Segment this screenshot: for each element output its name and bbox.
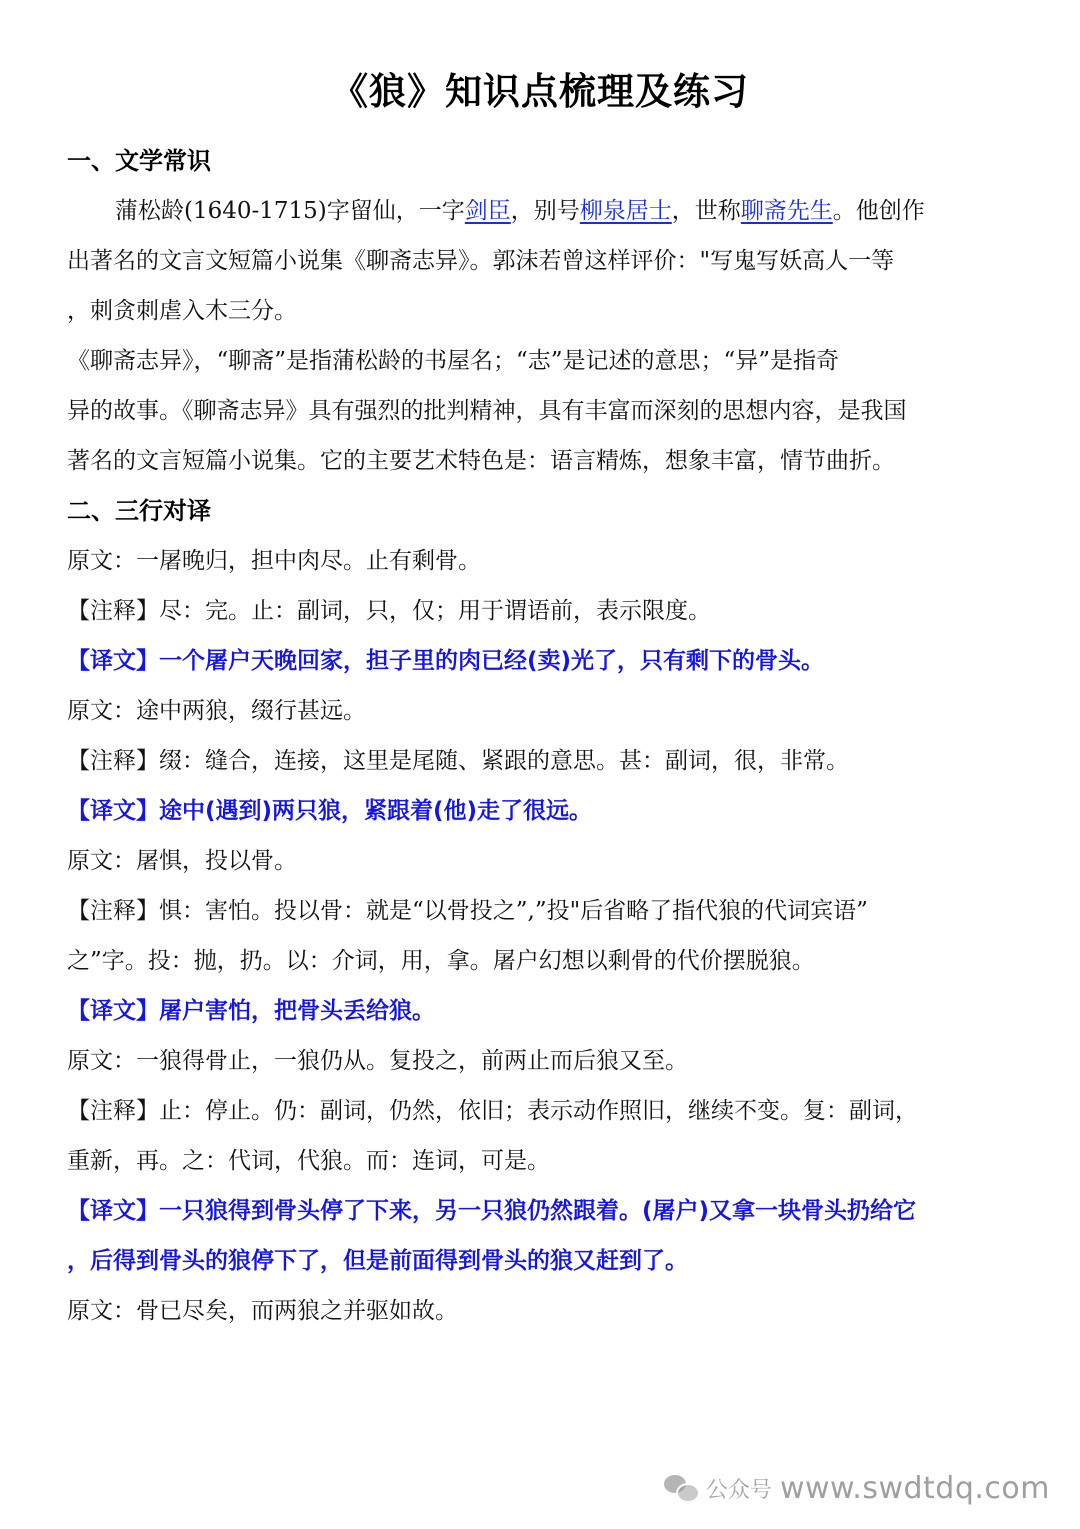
page-title: 《狼》知识点梳理及练习 — [331, 70, 749, 113]
link-liaozhai-xiansheng[interactable]: 聊斋先生 — [740, 198, 833, 224]
document-body — [67, 136, 1013, 1336]
annotation-line: 重新，再。之：代词，代狼。而：连词，可是。 — [67, 1148, 550, 1174]
annotation-line: 【注释】尽：完。止：副词，只，仅；用于谓语前，表示限度。 — [67, 598, 711, 624]
watermark-site: www.swdtdq.com — [779, 1470, 1050, 1506]
text-span: 。他创作 — [832, 198, 925, 224]
translation-line: 【译文】一只狼得到骨头停了下来，另一只狼仍然跟着。(屠户)又拿一块骨头扔给它 — [67, 1198, 917, 1224]
link-liuquan-jushi[interactable]: 柳泉居士 — [579, 198, 672, 224]
section-heading-translation: 二、三行对译 — [67, 497, 211, 525]
paragraph-line: 出著名的文言文短篇小说集《聊斋志异》。郭沫若曾这样评价："写鬼写妖高人一等 — [67, 248, 895, 274]
watermark-prefix: 公众号 — [705, 1477, 772, 1503]
translation-line: 【译文】途中(遇到)两只狼，紧跟着(他)走了很远。 — [67, 798, 593, 824]
original-text-line: 原文：一狼得骨止，一狼仍从。复投之，前两止而后狼又至。 — [67, 1048, 688, 1074]
translation-line: ，后得到骨头的狼停下了，但是前面得到骨头的狼又赶到了。 — [67, 1248, 688, 1274]
link-jianchen[interactable]: 剑臣 — [464, 198, 511, 224]
wechat-icon — [664, 1473, 698, 1503]
original-text-line: 原文：途中两狼，缀行甚远。 — [67, 698, 366, 724]
text-span: ，世称 — [671, 198, 741, 224]
annotation-line: 【注释】惧：害怕。投以骨：就是“以骨投之”,”投"后省略了指代狼的代词宾语” — [67, 898, 868, 924]
translation-line: 【译文】屠户害怕，把骨头丢给狼。 — [67, 998, 435, 1024]
text-span: 蒲松龄(1640-1715)字留仙，一字 — [115, 198, 465, 224]
paragraph-line: ，刺贪刺虐入木三分。 — [67, 298, 297, 324]
text-span: ，别号 — [510, 198, 580, 224]
paragraph-line: 著名的文言短篇小说集。它的主要艺术特色是：语言精炼，想象丰富，情节曲折。 — [67, 448, 895, 474]
paragraph-line — [67, 186, 1013, 236]
watermark — [664, 1461, 1050, 1515]
translation-line: 【译文】一个屠户天晚回家，担子里的肉已经(卖)光了，只有剩下的骨头。 — [67, 648, 825, 674]
annotation-line: 之”字。投：抛，扔。以：介词，用，拿。屠户幻想以剩骨的代价摆脱狼。 — [67, 948, 815, 974]
paragraph-line: 异的故事。《聊斋志异》具有强烈的批判精神，具有丰富而深刻的思想内容，是我国 — [67, 398, 907, 424]
annotation-line: 【注释】止：停止。仍：副词，仍然，依旧；表示动作照旧，继续不变。复：副词， — [67, 1098, 918, 1124]
original-text-line: 原文：屠惧，投以骨。 — [67, 848, 297, 874]
original-text-line: 原文：一屠晚归，担中肉尽。止有剩骨。 — [67, 548, 481, 574]
paragraph-line: 《聊斋志异》，“聊斋”是指蒲松龄的书屋名；“志”是记述的意思；“异”是指奇 — [67, 348, 840, 374]
section-heading-literature: 一、文学常识 — [67, 147, 211, 175]
original-text-line: 原文：骨已尽矣，而两狼之并驱如故。 — [67, 1298, 458, 1324]
annotation-line: 【注释】缀：缝合，连接，这里是尾随、紧跟的意思。甚：副词，很，非常。 — [67, 748, 849, 774]
